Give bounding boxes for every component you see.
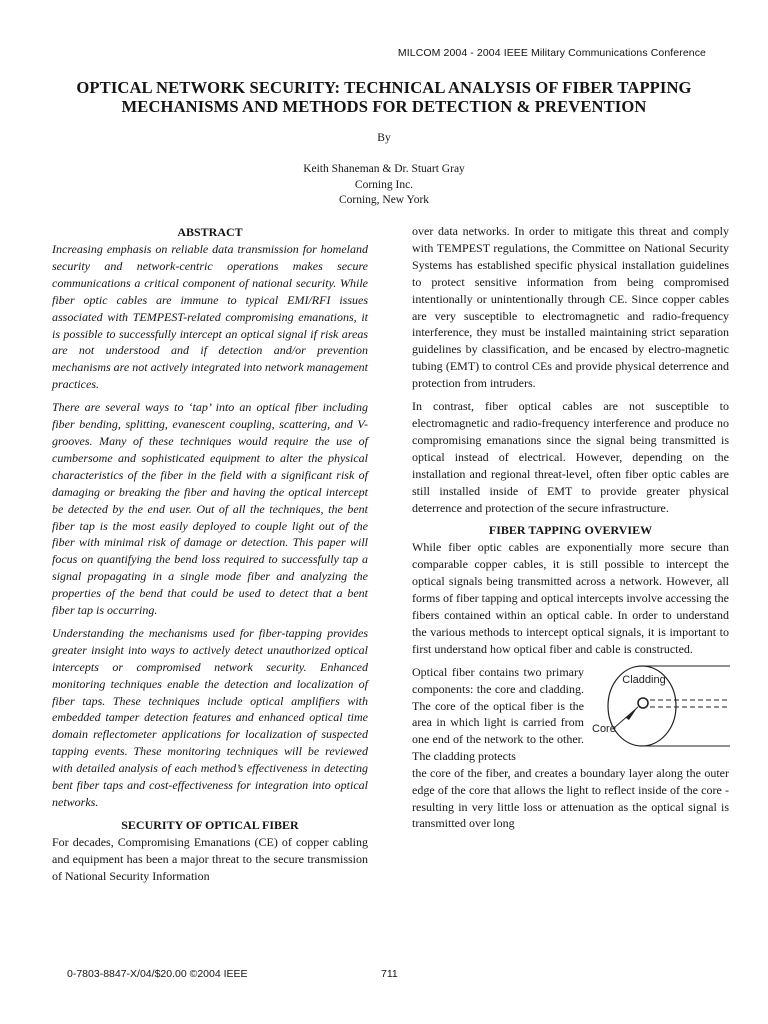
security-heading: SECURITY OF OPTICAL FIBER (121, 817, 299, 832)
tapping-heading: FIBER TAPPING OVERVIEW (488, 523, 653, 538)
core-pointer-line (614, 707, 638, 728)
security-paragraph-1: For decades, Compromising Emanations (CE) of copper cabling and equipment has been a major threat to the secure transmission of National Security Information (52, 834, 368, 883)
paper-title (30, 78, 738, 116)
right-column (412, 223, 729, 838)
abstract-paragraph-2: There are several ways to ‘tap’ into an optical fiber including fiber bending, splitting, evanescent coupling, scattering, and V-grooves. Many of these techniques would require the use of cumbersome and sophisticated equipment to alter the physical characteristics of the fiber in the field with a significant risk of damaging or breaking the fiber and having the optical intercept be detected by the end user. Out of all the techniques, the bent fiber tap is the most easily deployed to couple light out of the fiber with minimal risk of damage or detection. This paper will focus on quantifying the bend loss required to successfully tap a signal propagating in a single mode fiber and analyzing the properties of the bend that could be used to detect that a bent fiber tap is occurring. (52, 400, 368, 618)
author-names: Keith Shaneman & Dr. Stuart Gray (303, 163, 465, 175)
author-block (0, 162, 768, 209)
footer-isbn: 0-7803-8847-X/04/$20.00 ©2004 IEEE (67, 968, 248, 980)
left-column (52, 224, 368, 891)
title-line-2: MECHANISMS AND METHODS FOR DETECTION & PREVENTION (121, 97, 647, 116)
figure-paragraph: Optical fiber contains two primary components: the core and cladding. The core of the optical fiber is the area in which light is carried from one end of the network to the other. The cladding protects (412, 664, 584, 764)
author-location: Corning, New York (338, 194, 430, 206)
abstract-heading: ABSTRACT (177, 225, 243, 239)
tapping-paragraph-1: While fiber optic cables are exponentially more secure than comparable copper cables, it is still possible to intercept the optical signals being transmitted across a network. However, all forms of fiber tapping and optical intercepts involve accessing the fibers contained within an optical cable. In order to understand the various methods to intercept optical signals, it is important to first understand how optical fiber and cable is constructed. (412, 540, 729, 656)
fiber-cross-section-diagram (592, 656, 732, 751)
figure-block (412, 664, 729, 766)
core-label: Core (592, 722, 616, 735)
core-circle (638, 698, 648, 708)
abstract-paragraph-3: Understanding the mechanisms used for fiber-tapping provides greater insight into ways to actively detect unauthorized optical intercepts or compromised network security. Enhanced monitoring techniques enable the detection and localization of fiber taps. These techniques include optical amplifiers with embedded tamper detection features and enhanced optical time domain reflectometer applications for localization of suspected tapping events. These monitoring techniques will be reviewed with detailed analysis of each method’s effectiveness in detecting bent fiber taps and cost-effectiveness for integration into optical networks. (52, 625, 368, 809)
conference-header: MILCOM 2004 - 2004 IEEE Military Communications Conference (397, 47, 706, 59)
security-paragraph-2: over data networks. In order to mitigate this threat and comply with TEMPEST regulations, the Committee on National Security Systems has established specific physical installation guidelines to protect sensitive information from being compromised intentionally or unintentionally through CE. Since copper cables are very susceptible to electromagnetic and radio-frequency interference, they must be installed maintaining strict separation guidelines by classification, and be encased by electro-magnetic tubing (EMT) to control CEs and provide physical deterrence and protection from intruders. (412, 224, 729, 391)
title-line-1: OPTICAL NETWORK SECURITY: TECHNICAL ANALYSIS OF FIBER TAPPING (76, 78, 692, 97)
byline: By (377, 132, 391, 144)
cladding-label: Cladding (622, 673, 666, 686)
security-paragraph-3: In contrast, fiber optical cables are not susceptible to electromagnetic and radio-frequency interference and produce no compromising emanations since the signal being transmitted is optical instead of electrical. However, depending on the installation and regional threat-level, often fiber optic cables are still installed inside of EMT to provide greater physical deterrence and protection of the secure infrastructure. (412, 399, 729, 515)
tapping-paragraph-2: the core of the fiber, and creates a boundary layer along the outer edge of the core that allows the light to reflect inside of the core - resulting in very little loss or attenuation as the optical signal is transmitted over long (412, 765, 729, 831)
page-number: 711 (381, 968, 398, 980)
abstract-paragraph-1: Increasing emphasis on reliable data transmission for homeland security and network-centric operations makes secure communications a critical component of national security. While fiber optic cables are immune to typical EMI/RFI issues associated with TEMPEST-related compromising emanations, it is possible to successfully intercept an optical signal if risk areas are not understood and if detection and/or prevention mechanisms are not actively integrated into network management practices. (52, 242, 368, 392)
author-affiliation: Corning Inc. (354, 178, 414, 191)
